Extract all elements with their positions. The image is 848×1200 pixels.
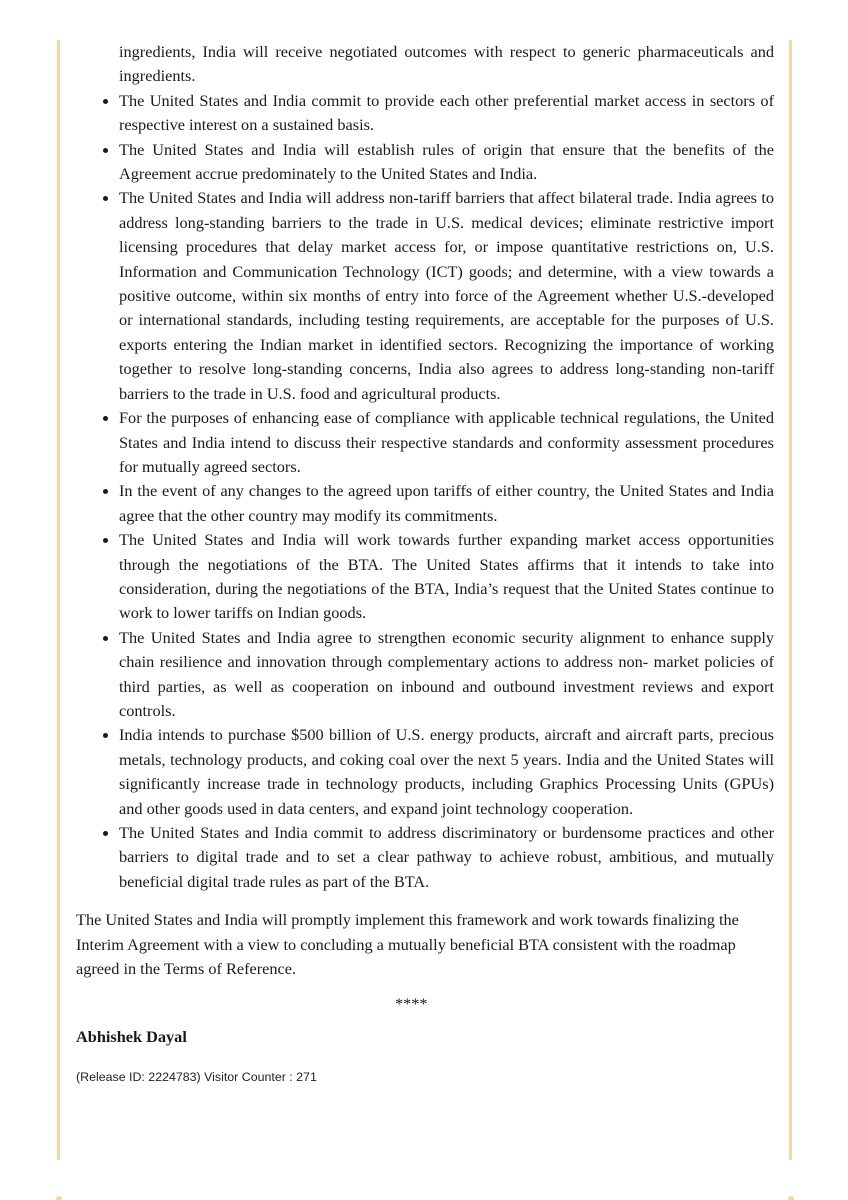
- bullet-icon: [103, 831, 108, 836]
- list-item-text: The United States and India will establish rules of origin that ensure that the benefits of the Agreement accrue predominately to the United States and India.: [119, 139, 774, 184]
- left-border-cap: [56, 1196, 62, 1200]
- list-item: [76, 479, 774, 528]
- closing-paragraph: The United States and India will promptly implement this framework and work towards finalizing the Interim Agreement with a view to concluding a mutually beneficial BTA consistent with the roadmap agreed in the Terms of Reference.: [76, 910, 739, 979]
- commitments-list: [76, 89, 774, 894]
- list-item: [76, 723, 774, 821]
- list-item-text: The United States and India agree to strengthen economic security alignment to enhance supply chain resilience and innovation through complementary actions to address non- market policies of third parties, as well as cooperation on inbound and outbound investment reviews and export controls.: [119, 627, 774, 720]
- left-page-border: [57, 40, 60, 1160]
- list-item-text: For the purposes of enhancing ease of compliance with applicable technical regulations, the United States and India intend to discuss their respective standards and conformity assessment procedures for mutually agreed sectors.: [119, 408, 774, 476]
- right-page-border: [789, 40, 792, 1160]
- list-item: [76, 528, 774, 626]
- bullet-icon: [103, 733, 108, 738]
- list-item: [76, 821, 774, 894]
- list-item-text: The United States and India will work towards further expanding market access opportunities through the negotiations of the BTA. The United States affirms that it intends to take into consideration, during the negotiations of the BTA, India’s request that the United States continue to work to lower tariffs on Indian goods.: [119, 530, 774, 623]
- list-item-text: In the event of any changes to the agreed upon tariffs of either country, the United States and India agree that the other country may modify its commitments.: [119, 481, 774, 525]
- signatory-name: Abhishek Dayal: [76, 1027, 187, 1047]
- right-border-cap: [788, 1196, 794, 1200]
- bullet-icon: [103, 196, 108, 201]
- press-release-body: [76, 40, 774, 1085]
- bullet-icon: [103, 148, 108, 153]
- list-item: [76, 89, 774, 138]
- bullet-icon: [103, 416, 108, 421]
- list-item-text: The United States and India will address non-tariff barriers that affect bilateral trade. India agrees to address long-standing barriers to the trade in U.S. medical devices; eliminate restrictive import licensing procedures that delay market access for, or impose quantitative restrictions on, U.S. Information and Communication Technology (ICT) goods; and determine, with a view towards a positive outcome, within six months of entry into force of the Agreement whether U.S.-developed or international standards, including testing requirements, are acceptable for the purposes of U.S. exports entering the Indian market in identified sectors. Recognizing the importance of working together to resolve long-standing concerns, India also agrees to address long-standing non-tariff barriers to the trade in U.S. food and agricultural products.: [119, 188, 774, 403]
- list-item: [76, 138, 774, 187]
- bullet-icon: [103, 99, 108, 104]
- bullet-icon: [103, 538, 108, 543]
- section-separator: ****: [395, 994, 428, 1014]
- release-id-visitor-counter: (Release ID: 2224783) Visitor Counter : 271: [76, 1070, 317, 1085]
- list-item-text: India intends to purchase $500 billion of U.S. energy products, aircraft and aircraft parts, precious metals, technology products, and coking coal over the next 5 years. India and the United States will significantly increase trade in technology products, including Graphics Processing Units (GPUs) and other goods used in data centers, and expand joint technology cooperation.: [119, 725, 774, 818]
- list-item-text: The United States and India commit to provide each other preferential market access in sectors of respective interest on a sustained basis.: [119, 90, 774, 135]
- list-item-text: The United States and India commit to address discriminatory or burdensome practices and other barriers to digital trade and to set a clear pathway to achieve robust, ambitious, and mutually beneficial digital trade rules as part of the BTA.: [119, 823, 774, 891]
- list-item: [76, 626, 774, 724]
- bullet-icon: [103, 636, 108, 641]
- list-item: [76, 406, 774, 479]
- list-item: [76, 186, 774, 406]
- continued-paragraph: ingredients, India will receive negotiated outcomes with respect to generic pharmaceuticals and ingredients.: [119, 42, 774, 86]
- bullet-icon: [103, 489, 108, 494]
